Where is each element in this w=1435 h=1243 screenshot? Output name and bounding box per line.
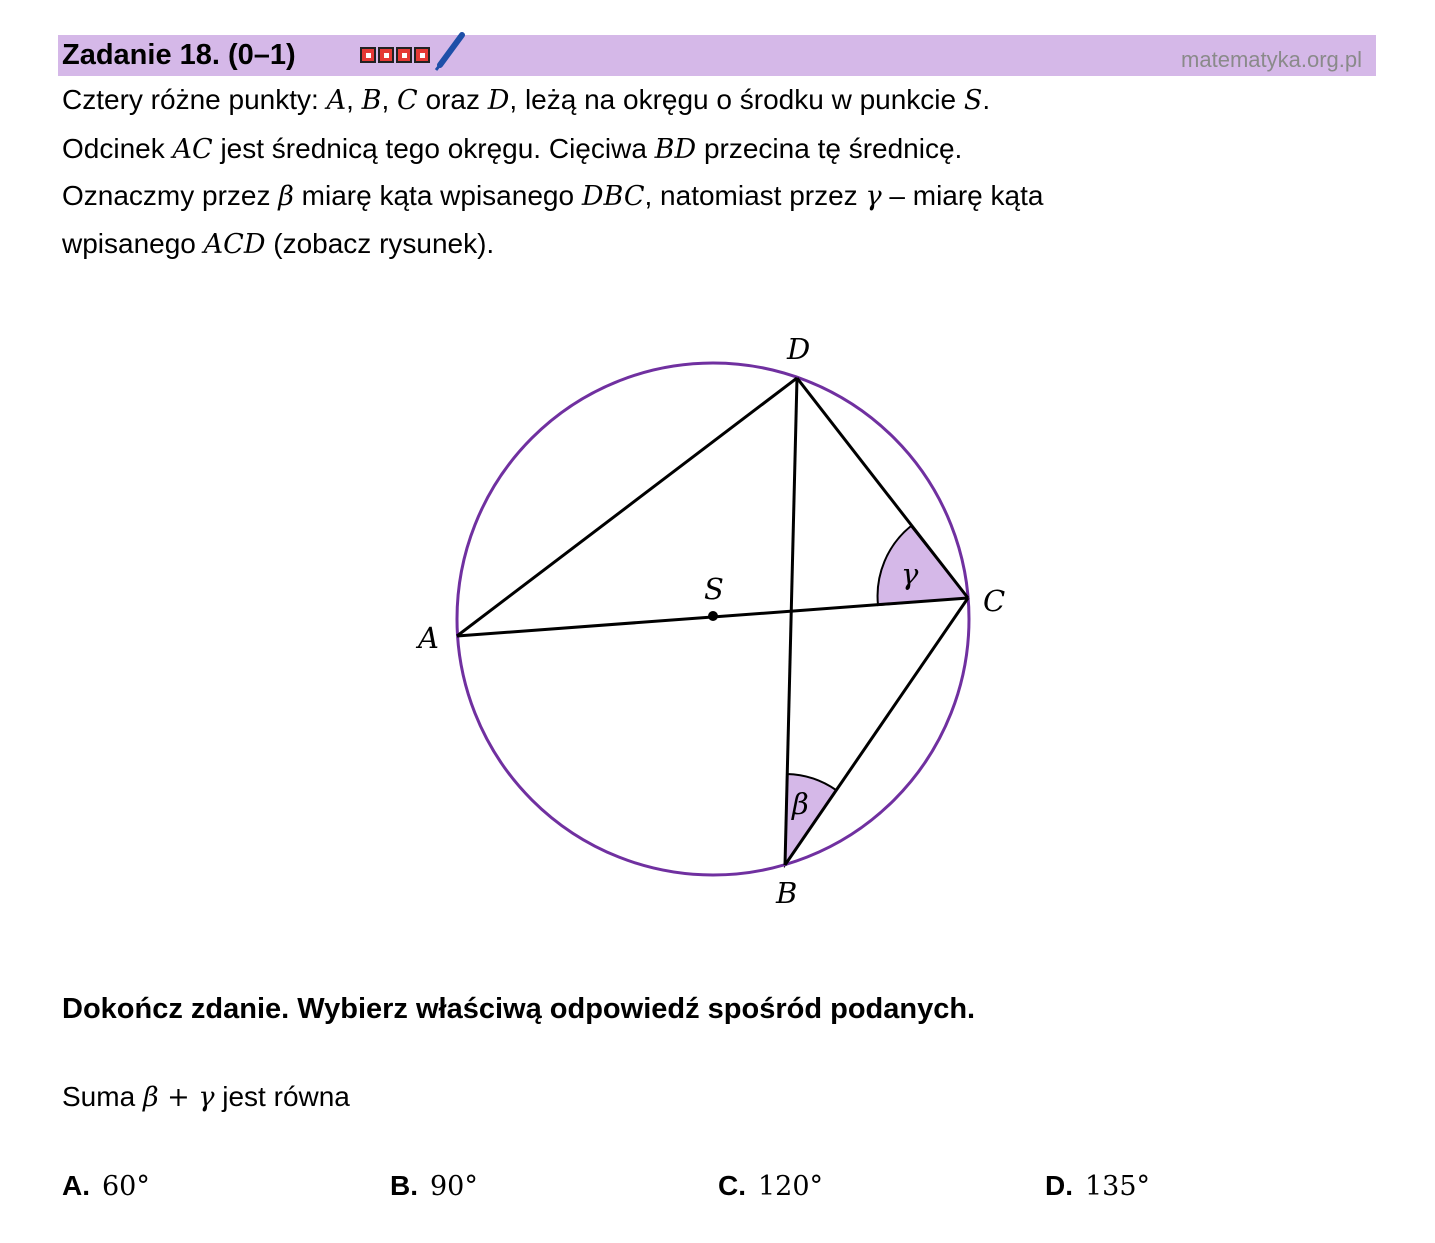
angle-dbc-label: DBC <box>581 181 645 212</box>
text-span: Odcinek <box>62 133 173 164</box>
chord-bd-label: BD <box>654 134 697 165</box>
label-beta: β <box>792 787 809 821</box>
text-span: , natomiast przez <box>644 180 866 211</box>
label-b: B <box>776 876 798 910</box>
question-text <box>62 1081 350 1113</box>
segment-cb <box>785 598 968 865</box>
segment-ad <box>457 378 797 636</box>
label-c: C <box>983 584 1006 618</box>
label-d: D <box>787 332 811 366</box>
label-a: A <box>418 621 439 655</box>
point-b-label: B <box>361 85 382 116</box>
label-gamma: γ <box>901 557 919 591</box>
text-span: wpisanego <box>62 228 204 259</box>
text-span: , <box>381 84 398 115</box>
answer-letter: A. <box>62 1170 90 1201</box>
text-span: oraz <box>417 84 488 115</box>
answer-option-a[interactable] <box>62 1170 150 1202</box>
text-span: , <box>346 84 362 115</box>
task-title: Zadanie 18. (0–1) <box>62 39 296 71</box>
text-span: Oznaczmy przez <box>62 180 279 211</box>
answer-letter: C. <box>718 1170 746 1201</box>
text-span: . <box>982 84 991 115</box>
text-span: , leżą na okręgu o środku w punkcie <box>509 84 964 115</box>
answer-value: 135° <box>1085 1171 1151 1202</box>
sum-expression: β + γ <box>142 1082 215 1113</box>
instruction-text: Dokończ zdanie. Wybierz właściwą odpowiedź spośród podanych. <box>62 993 976 1025</box>
text-span: (zobacz rysunek). <box>265 228 495 259</box>
text-span: miarę kąta wpisanego <box>293 180 582 211</box>
text-span: Suma <box>62 1081 143 1112</box>
answer-value: 120° <box>758 1171 824 1202</box>
answer-letter: D. <box>1045 1170 1073 1201</box>
answer-letter: B. <box>390 1170 418 1201</box>
angle-acd-label: ACD <box>203 229 266 260</box>
gamma-symbol: γ <box>865 181 882 212</box>
answer-value: 60° <box>102 1171 150 1202</box>
text-span: jest równa <box>214 1081 350 1112</box>
label-s: S <box>704 572 724 606</box>
answer-value: 90° <box>430 1171 478 1202</box>
point-a-label: A <box>326 85 347 116</box>
text-span: – miarę kąta <box>881 180 1044 211</box>
segment-ac-label: AC <box>172 134 213 165</box>
center-point-s <box>708 611 718 621</box>
beta-symbol: β <box>278 181 294 212</box>
answer-option-d[interactable] <box>1045 1170 1150 1202</box>
point-d-label: D <box>487 85 510 116</box>
answer-option-b[interactable] <box>390 1170 478 1202</box>
text-span: przecina tę średnicę. <box>696 133 963 164</box>
point-c-label: C <box>397 85 418 116</box>
answer-option-c[interactable] <box>718 1170 823 1202</box>
text-span: jest średnicą tego okręgu. Cięciwa <box>212 133 655 164</box>
point-s-label: S <box>963 85 983 116</box>
text-span: Cztery różne punkty: <box>62 84 327 115</box>
site-watermark: matematyka.org.pl <box>1181 47 1362 72</box>
